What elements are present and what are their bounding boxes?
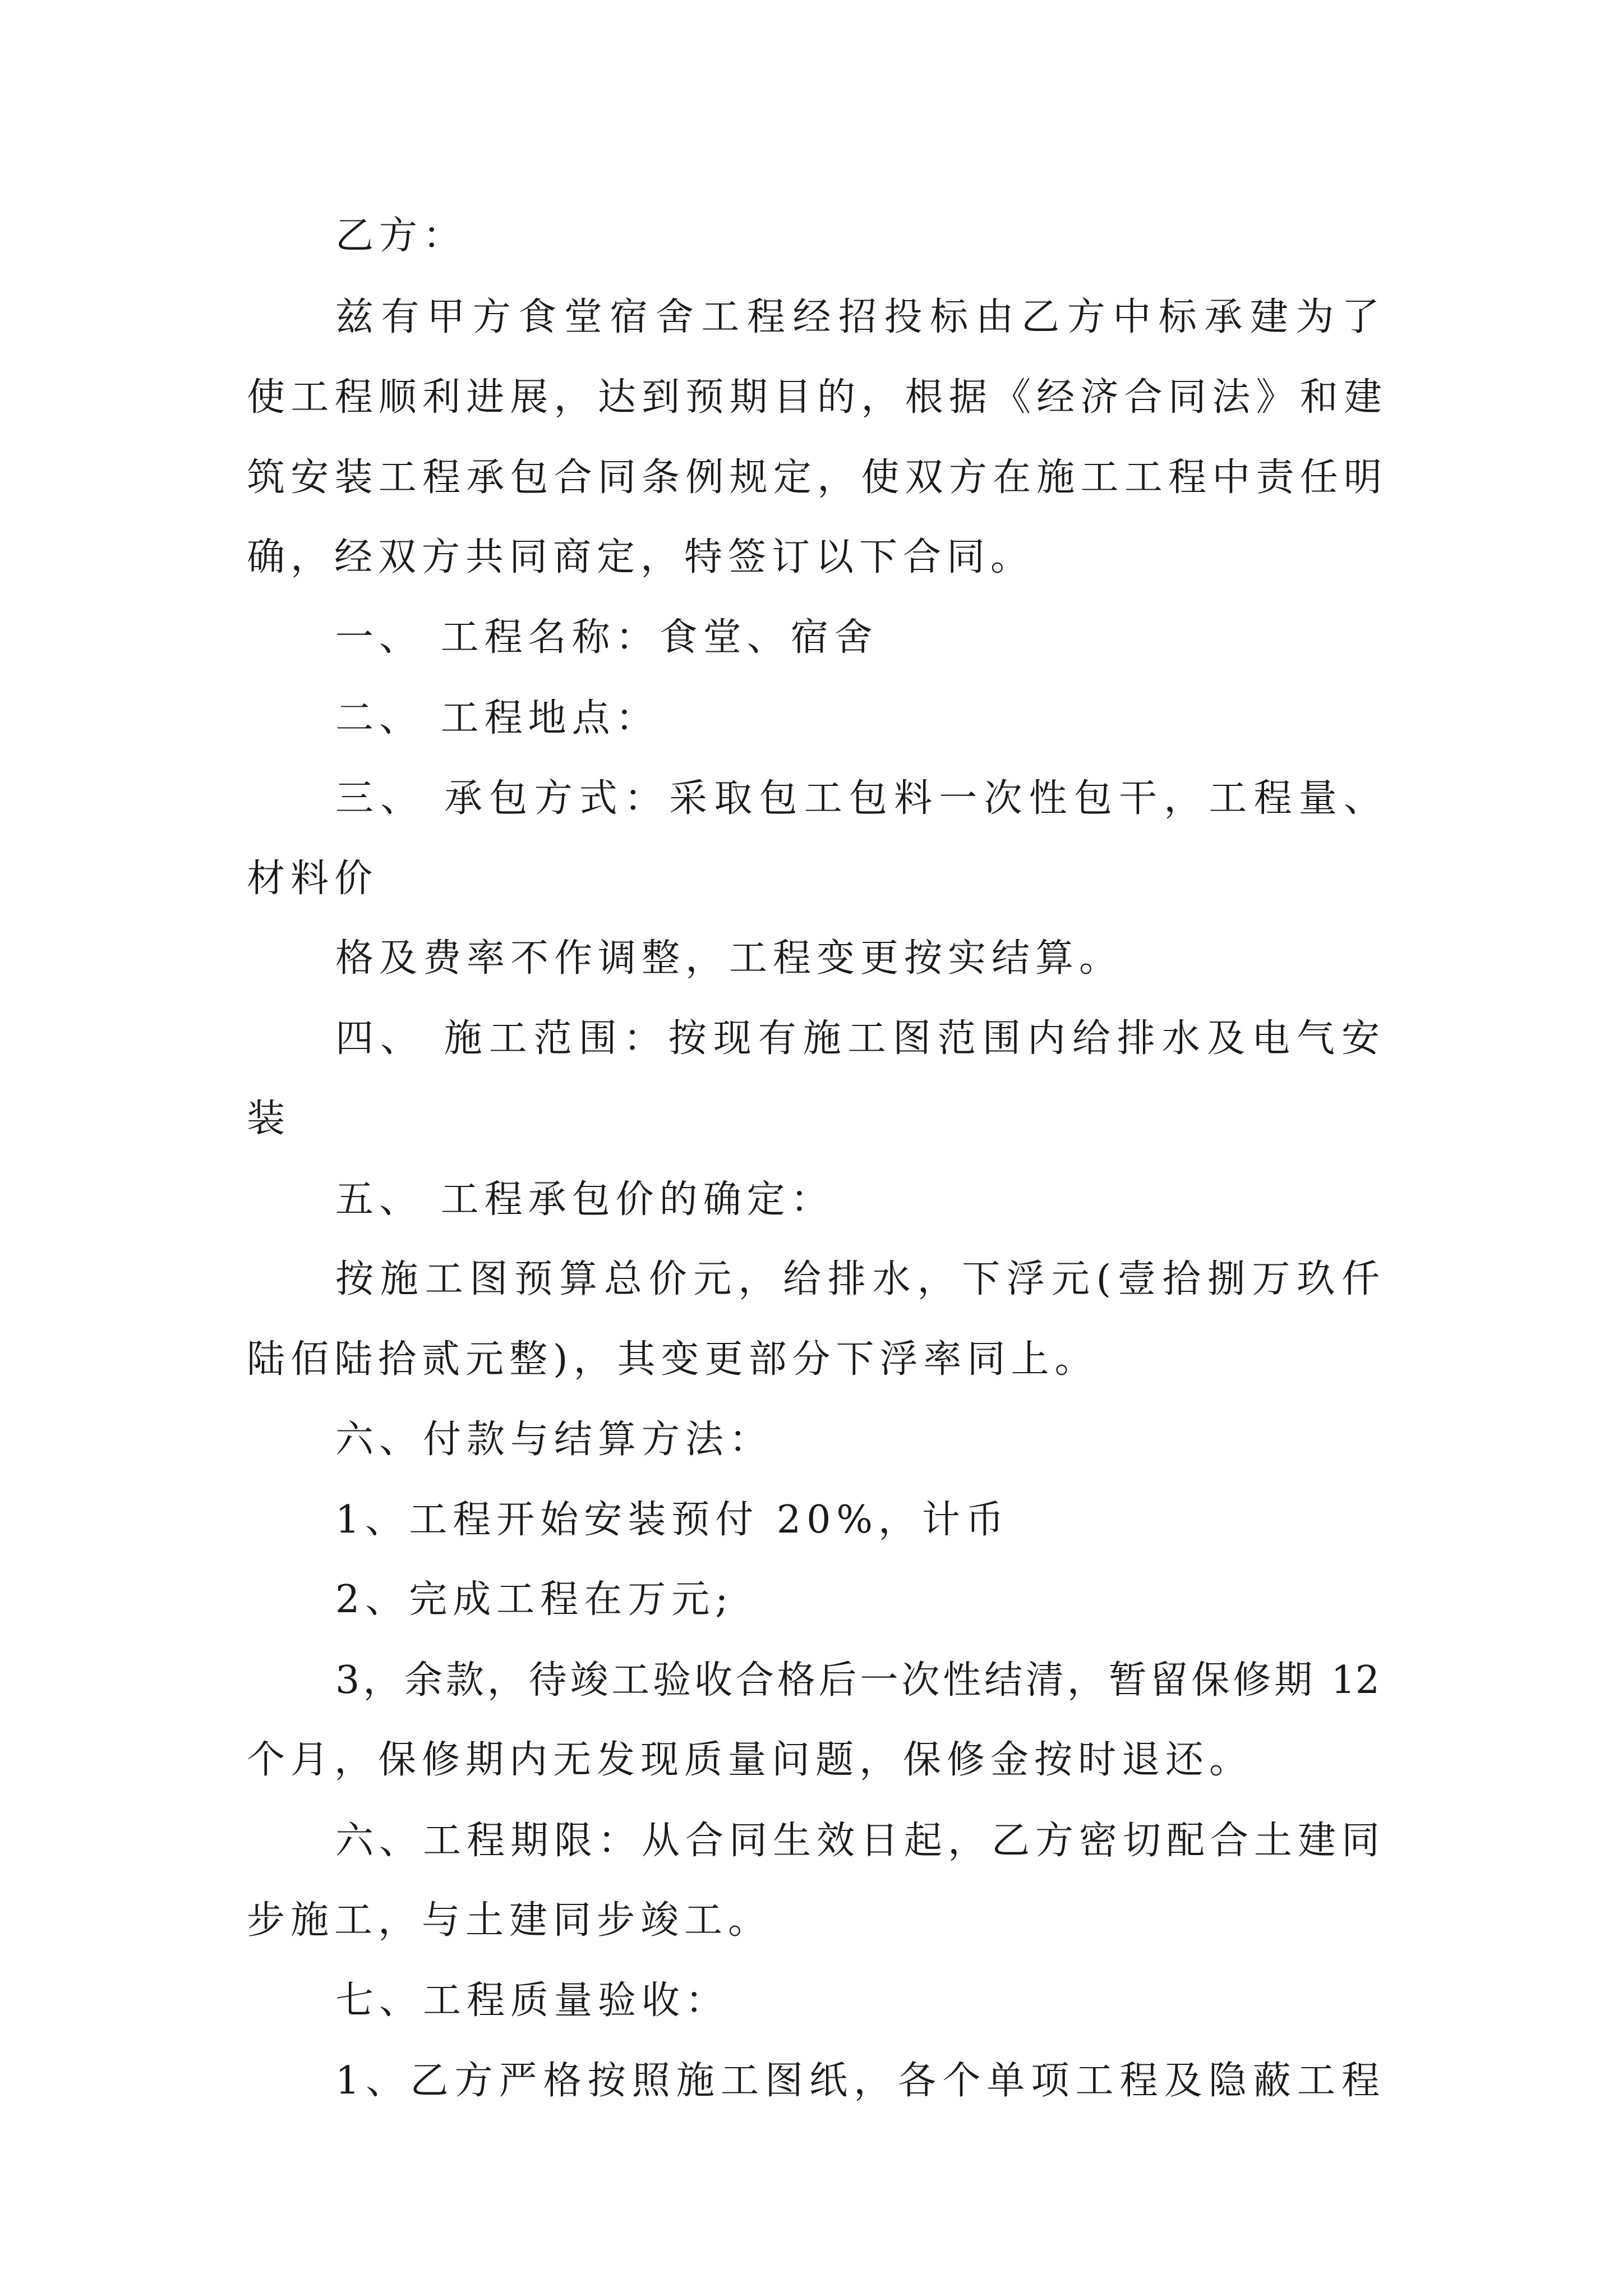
item-6b-line-1: 六、工程期限：从合同生效日起，乙方密切配合土建同 — [335, 1819, 1380, 1863]
intro-line-3: 筑安装工程承包合同条例规定，使双方在施工工程中责任明 — [247, 455, 1382, 500]
item-5-body-line-2: 陆佰陆拾贰元整)，其变更部分下浮率同上。 — [247, 1337, 1099, 1382]
quality-item-1: 1、乙方严格按照施工图纸，各个单项工程及隐蔽工程 — [335, 2059, 1380, 2103]
payment-item-2: 2、完成工程在万元; — [335, 1577, 734, 1622]
item-5-heading: 五、 工程承包价的确定： — [335, 1177, 834, 1222]
item-4-line-1: 四、 施工范围：按现有施工图范围内给排水及电气安 — [335, 1016, 1380, 1061]
item-6-heading: 六、付款与结算方法： — [335, 1418, 773, 1462]
item-4-line-2: 装 — [247, 1097, 291, 1141]
item-3-line-2: 材料价 — [247, 857, 379, 901]
item-7-heading: 七、工程质量验收： — [335, 1978, 730, 2023]
intro-line-1: 兹有甲方食堂宿舍工程经招投标由乙方中标承建为了 — [335, 295, 1380, 339]
item-3-line-1: 三、 承包方式：采取包工包料一次性包干，工程量、 — [335, 776, 1382, 821]
intro-line-4: 确，经双方共同商定，特签订以下合同。 — [247, 535, 1035, 579]
payment-item-1: 1、工程开始安装预付 20%，计币 — [335, 1498, 1010, 1542]
intro-line-2: 使工程顺利进展，达到预期目的，根据《经济合同法》和建 — [247, 375, 1382, 420]
item-2-project-location: 二、 工程地点： — [335, 696, 660, 740]
item-6b-line-2: 步施工，与土建同步竣工。 — [247, 1898, 772, 1943]
item-3-line-3: 格及费率不作调整，工程变更按实结算。 — [335, 936, 1123, 981]
item-5-body-line-1: 按施工图预算总价元，给排水，下浮元(壹拾捌万玖仟 — [335, 1257, 1380, 1301]
item-1-project-name: 一、 工程名称：食堂、宿舍 — [335, 615, 878, 660]
payment-item-3-line-2: 个月，保修期内无发现质量问题，保修金按时退还。 — [247, 1738, 1253, 1782]
party-b-label: 乙方： — [335, 214, 467, 258]
payment-item-3-line-1: 3，余款，待竣工验收合格后一次性结清，暂留保修期 12 — [335, 1658, 1380, 1703]
